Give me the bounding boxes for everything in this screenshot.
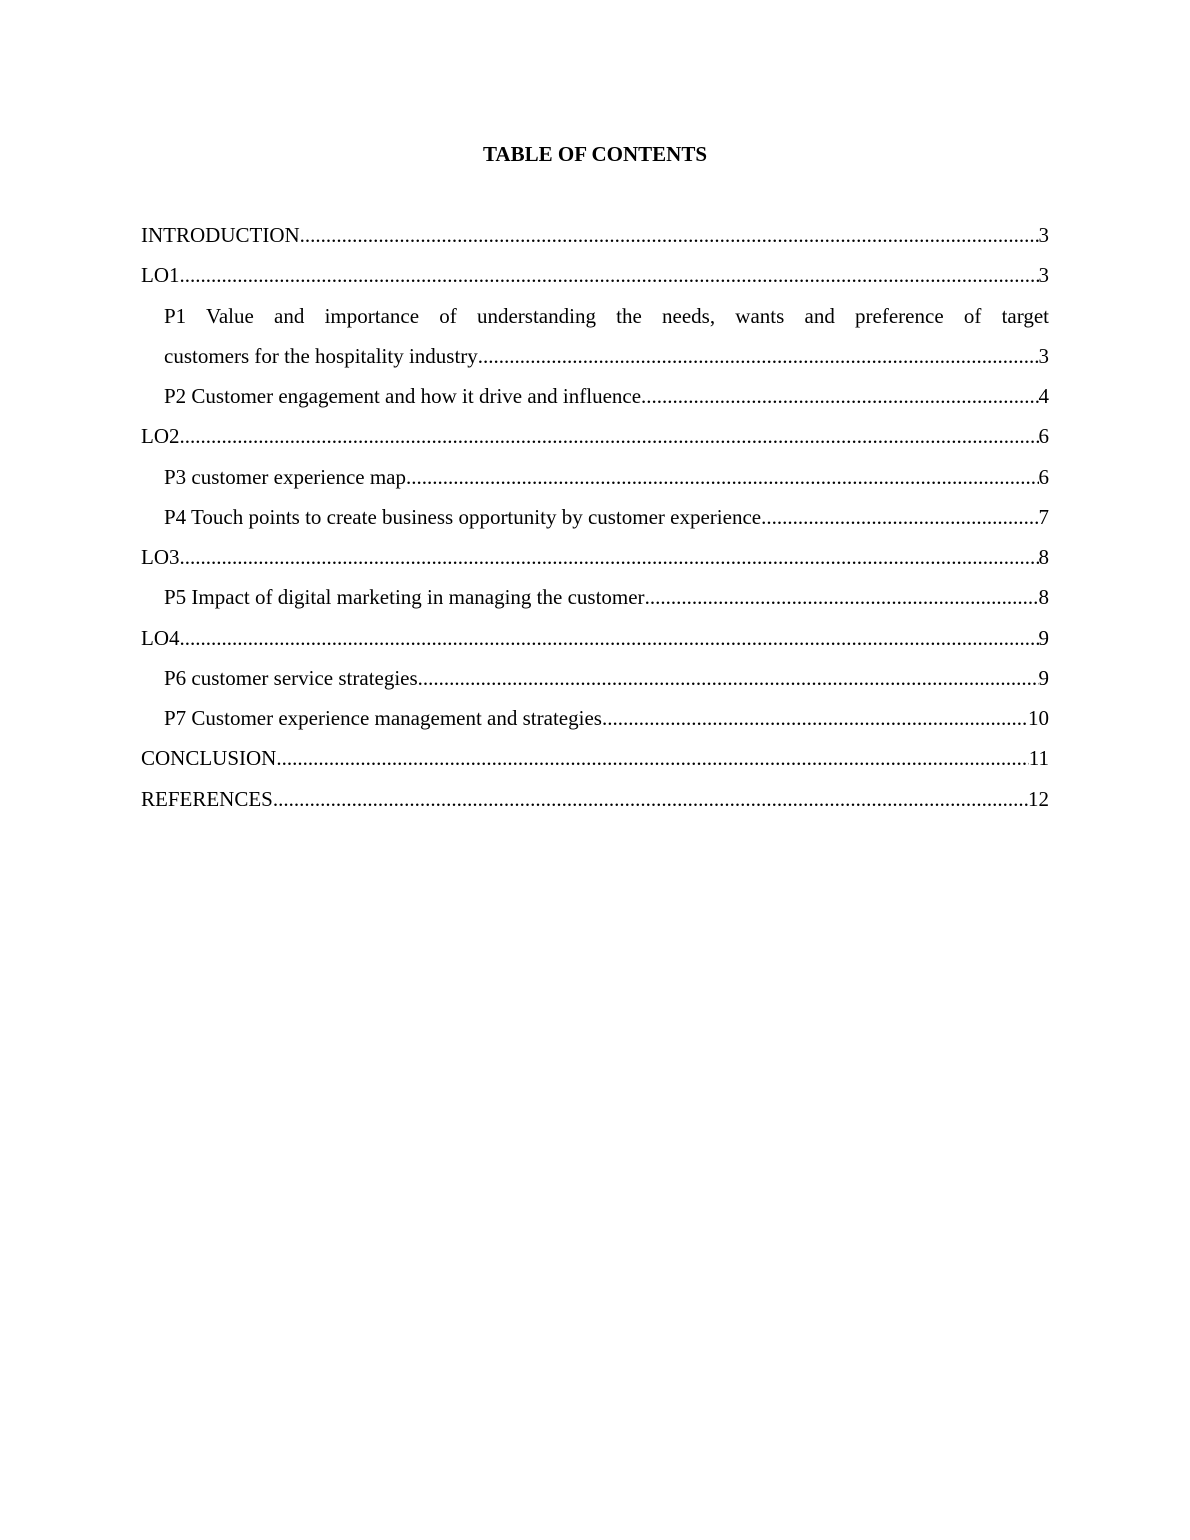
- toc-entry-text-line2: customers for the hospitality industry: [164, 343, 478, 368]
- dot-leader: [645, 582, 1039, 612]
- toc-entry-lo3[interactable]: [141, 542, 1049, 582]
- toc-page-number: 9: [1038, 665, 1049, 690]
- toc-page-number: 10: [1028, 706, 1049, 730]
- toc-entry-text: LO4: [141, 625, 180, 650]
- toc-page-number: 3: [1038, 343, 1049, 368]
- dot-leader: [276, 743, 1028, 773]
- toc-page-number: 3: [1038, 263, 1049, 288]
- toc-entry-text: LO1: [141, 263, 180, 288]
- toc-entry-text: P3 customer experience map: [164, 464, 406, 489]
- dot-leader: [602, 703, 1028, 733]
- toc-entry-lo4[interactable]: [141, 623, 1049, 663]
- dot-leader: [641, 381, 1038, 411]
- dot-leader: [406, 462, 1039, 492]
- toc-entry-p4[interactable]: [141, 502, 1049, 542]
- toc-entry-text: REFERENCES: [141, 786, 273, 811]
- toc-entry-conclusion[interactable]: [141, 743, 1049, 783]
- toc-entry-references[interactable]: [141, 784, 1049, 824]
- dot-leader: [761, 502, 1038, 532]
- dot-leader: [180, 260, 1039, 290]
- toc-title: TABLE OF CONTENTS: [482, 142, 708, 166]
- toc-entry-p6[interactable]: [141, 663, 1049, 703]
- toc-page-number: 6: [1038, 424, 1049, 449]
- toc-page-number: 8: [1038, 545, 1049, 569]
- toc-entry-introduction[interactable]: [141, 220, 1049, 260]
- toc-entry-p5[interactable]: [141, 582, 1049, 622]
- toc-list: [141, 220, 1049, 824]
- toc-entry-text: P2 Customer engagement and how it drive and influence: [164, 384, 642, 408]
- toc-entry-text: LO2: [141, 424, 180, 449]
- toc-entry-text: INTRODUCTION: [141, 223, 300, 247]
- dot-leader: [418, 663, 1039, 693]
- dot-leader: [300, 220, 1039, 250]
- toc-entry-p2[interactable]: [141, 381, 1049, 421]
- toc-entry-text: P6 customer service strategies: [164, 665, 418, 690]
- toc-entry-p7[interactable]: [141, 703, 1049, 743]
- dot-leader: [478, 341, 1039, 381]
- toc-page-number: 7: [1038, 504, 1049, 529]
- toc-entry-p1[interactable]: [141, 301, 1049, 382]
- toc-entry-text: P4 Touch points to create business opportunity by customer experience: [164, 504, 762, 529]
- toc-page-number: 8: [1038, 585, 1049, 610]
- toc-entry-p3[interactable]: [141, 462, 1049, 502]
- toc-page-number: 9: [1038, 625, 1049, 650]
- toc-page-number: 4: [1038, 384, 1049, 408]
- dot-leader: [180, 623, 1039, 653]
- toc-page-number: 3: [1038, 223, 1049, 247]
- dot-leader: [180, 421, 1039, 451]
- dot-leader: [273, 784, 1028, 814]
- toc-entry-text-line1: P1 Value and importance of understanding the needs, wants and preference of target: [164, 303, 1049, 328]
- toc-page-number: 12: [1028, 786, 1049, 811]
- toc-page-number: 11: [1028, 746, 1049, 771]
- toc-entry-lo2[interactable]: [141, 421, 1049, 461]
- toc-entry-text: P5 Impact of digital marketing in managing the customer: [164, 585, 645, 610]
- toc-entry-text: CONCLUSION: [141, 746, 277, 771]
- toc-entry-text: LO3: [141, 545, 180, 569]
- toc-entry-lo1[interactable]: [141, 260, 1049, 300]
- toc-entry-second-line: [164, 341, 1049, 381]
- dot-leader: [180, 542, 1039, 572]
- toc-entry-text: P7 Customer experience management and strategies: [164, 706, 602, 730]
- toc-page-number: 6: [1038, 464, 1049, 489]
